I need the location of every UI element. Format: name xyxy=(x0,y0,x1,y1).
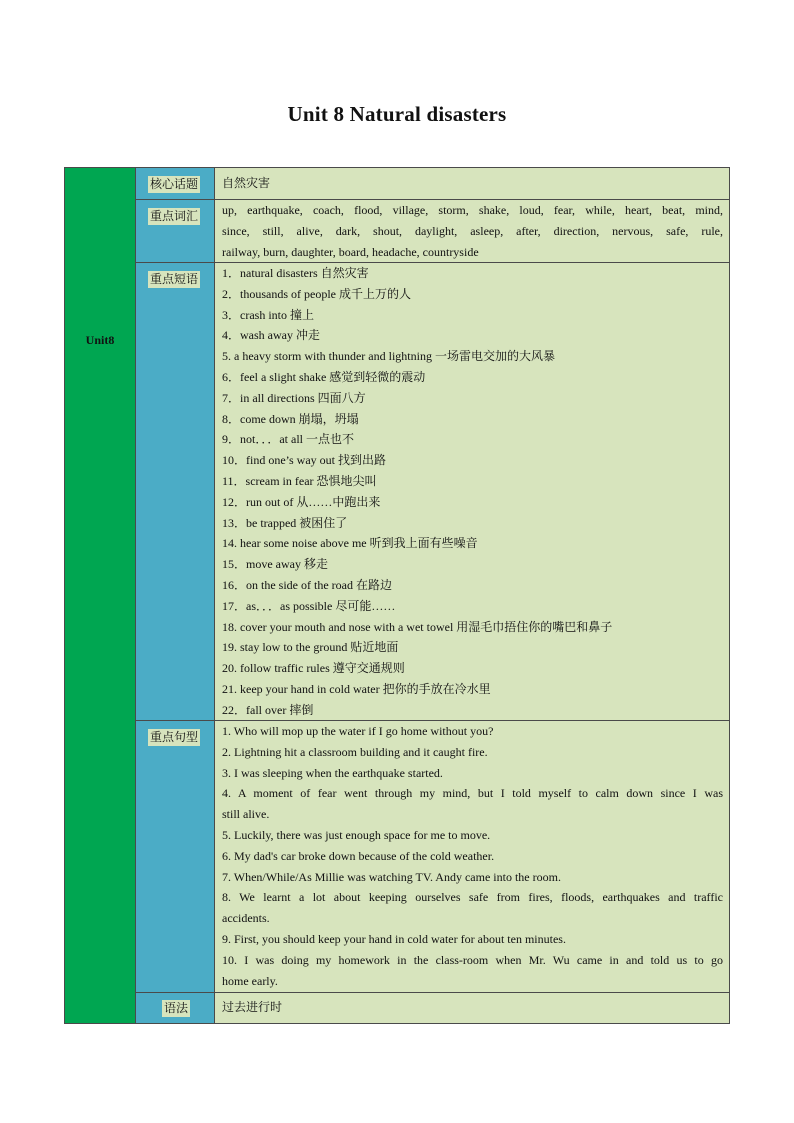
phrase-item: 11．scream in fear 恐惧地尖叫 xyxy=(222,473,377,488)
phrase-item: 12．run out of 从……中跑出来 xyxy=(222,494,381,509)
vocab-line: since, still, alive, dark, shout, daylight, asleep, after, direction, nervous, safe, rule, xyxy=(222,223,723,238)
phrase-item: 9．not．．．at all 一点也不 xyxy=(222,432,354,447)
sentence-line: 1. Who will mop up the water if I go home without you? xyxy=(222,724,494,738)
summary-table xyxy=(64,167,730,1024)
phrase-item: 3．crash into 撞上 xyxy=(222,307,314,322)
sentence-line: 8. We learnt a lot about keeping ourselves safe from fires, floods, earthquakes and traffic xyxy=(222,890,723,905)
phrase-item: 7．in all directions 四面八方 xyxy=(222,390,366,405)
row-phrases xyxy=(136,263,729,721)
label-cell-grammar xyxy=(136,993,215,1023)
phrase-item: 19. stay low to the ground 贴近地面 xyxy=(222,640,399,655)
phrase-item: 14. hear some noise above me 听到我上面有些噪音 xyxy=(222,536,478,551)
content-topic xyxy=(215,168,729,199)
sentence-line: 6. My dad's car broke down because of the cold weather. xyxy=(222,848,495,863)
content-vocab xyxy=(215,200,729,262)
label-grammar: 语法 xyxy=(164,1001,189,1015)
row-topic xyxy=(136,168,729,200)
grammar-text: 过去进行时 xyxy=(222,1000,283,1014)
label-cell-phrases xyxy=(136,263,215,720)
phrase-item: 2．thousands of people 成千上万的人 xyxy=(222,286,411,301)
phrase-item: 13．be trapped 被困住了 xyxy=(222,515,348,530)
row-grammar xyxy=(136,993,729,1023)
row-sentences xyxy=(136,721,729,993)
phrase-item: 6．feel a slight shake 感觉到轻微的震动 xyxy=(222,369,426,384)
sentence-line: home early. xyxy=(222,973,278,988)
phrase-item: 10．find one’s way out 找到出路 xyxy=(222,453,386,468)
unit-column xyxy=(65,168,136,1023)
sentence-line: 4. A moment of fear went through my mind, but I told myself to calm down since I was xyxy=(222,786,723,801)
phrase-item: 21. keep your hand in cold water 把你的手放在冷水里 xyxy=(222,681,491,696)
sentence-line: accidents. xyxy=(222,911,270,926)
label-cell-vocab xyxy=(136,200,215,262)
label-sentences: 重点句型 xyxy=(150,730,199,744)
phrase-item: 22．fall over 摔倒 xyxy=(222,702,314,717)
sentence-line: 5. Luckily, there was just enough space for me to move. xyxy=(222,827,491,842)
phrase-item: 8．come down 崩塌，坍塌 xyxy=(222,411,359,426)
phrase-item: 17．as．．．as possible 尽可能…… xyxy=(222,598,396,613)
unit-label: Unit8 xyxy=(85,333,115,347)
vocab-line: railway, burn, daughter, board, headache, countryside xyxy=(222,244,479,259)
label-topic: 核心话题 xyxy=(150,177,199,191)
phrase-item: 4．wash away 冲走 xyxy=(222,328,320,343)
phrase-item: 1．natural disasters 自然灾害 xyxy=(222,266,369,280)
phrase-item: 20. follow traffic rules 遵守交通规则 xyxy=(222,661,405,676)
row-vocab xyxy=(136,200,729,263)
label-cell-topic xyxy=(136,168,215,199)
page-title: Unit 8 Natural disasters xyxy=(287,102,507,126)
phrase-item: 18. cover your mouth and nose with a wet towel 用湿毛巾捂住你的嘴巴和鼻子 xyxy=(222,619,613,634)
phrase-item: 5. a heavy storm with thunder and lightning 一场雷电交加的大风暴 xyxy=(222,349,555,364)
sentence-line: 9. First, you should keep your hand in cold water for about ten minutes. xyxy=(222,931,566,946)
content-phrases xyxy=(215,263,729,720)
sentence-line: 3. I was sleeping when the earthquake started. xyxy=(222,765,443,780)
label-vocab: 重点词汇 xyxy=(150,209,199,223)
sentence-line: 10. I was doing my homework in the class-room when Mr. Wu came in and told us to go xyxy=(222,952,723,967)
sentence-line: still alive. xyxy=(222,807,270,822)
content-sentences xyxy=(215,721,729,992)
vocab-line: up, earthquake, coach, flood, village, storm, shake, loud, fear, while, heart, beat, mind, xyxy=(222,203,723,217)
topic-text: 自然灾害 xyxy=(222,176,271,190)
content-grammar xyxy=(215,993,729,1023)
label-cell-sentences xyxy=(136,721,215,992)
label-phrases: 重点短语 xyxy=(150,272,199,286)
phrase-item: 16．on the side of the road 在路边 xyxy=(222,577,392,592)
sentence-line: 7. When/While/As Millie was watching TV. Andy came into the room. xyxy=(222,869,561,884)
phrase-item: 15．move away 移走 xyxy=(222,557,328,572)
sentence-line: 2. Lightning hit a classroom building and it caught fire. xyxy=(222,744,488,759)
